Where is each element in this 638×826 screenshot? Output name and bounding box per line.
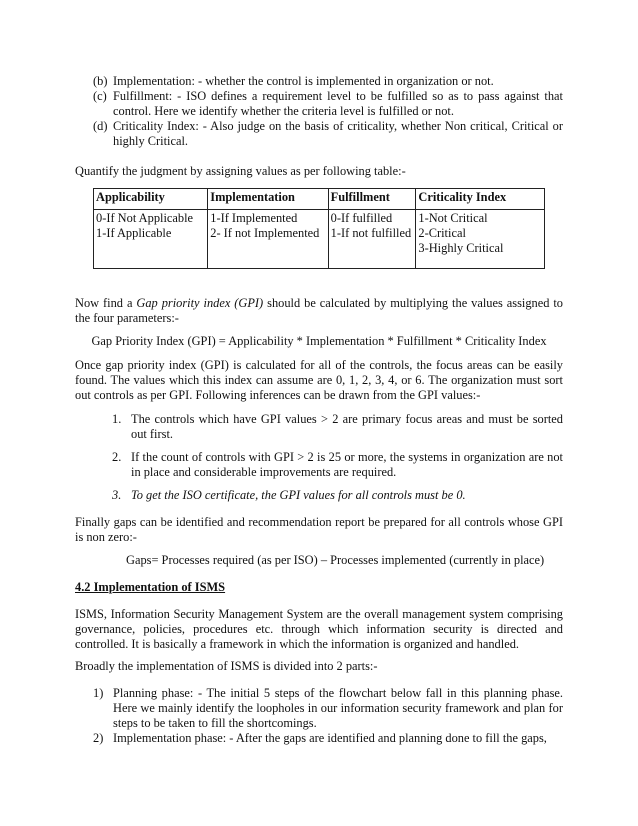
list-label: 2. xyxy=(112,450,122,464)
section-heading: 4.2 Implementation of ISMS xyxy=(75,580,226,594)
table-row xyxy=(94,210,545,269)
cell-line: 1-If not fulfilled xyxy=(330,226,412,240)
criteria-item xyxy=(93,119,563,149)
gaps-intro: Finally gaps can be identified and recommendation report be prepared for all controls whose GPI is non zero:- xyxy=(75,515,563,544)
list-label: 2) xyxy=(93,731,104,745)
list-label: 1. xyxy=(112,412,122,426)
inference-list xyxy=(112,412,563,503)
gpi-formula: Gap Priority Index (GPI) = Applicability * Implementation * Fulfillment * Criticality Index xyxy=(91,334,547,348)
gpi-intro xyxy=(75,296,563,326)
list-text: To get the ISO certificate, the GPI values for all controls must be 0. xyxy=(131,488,466,502)
list-text: Criticality Index: - Also judge on the basis of criticality, whether Non critical, Critical or highly Critical. xyxy=(113,119,563,148)
list-item xyxy=(112,412,563,442)
cell-line: 3-Highly Critical xyxy=(418,241,504,255)
table-cell xyxy=(208,210,328,269)
list-text: Fulfillment: - ISO defines a requirement level to be fulfilled so as to pass against that control. Here we identify whether the criteria level is fulfilled or not. xyxy=(113,89,563,118)
values-table xyxy=(93,188,545,269)
list-item xyxy=(93,731,563,746)
cell-line: 0-If Not Applicable xyxy=(96,211,194,225)
table-cell xyxy=(416,210,545,269)
criteria-item xyxy=(93,89,563,119)
cell-line: 1-If Applicable xyxy=(96,226,172,240)
gpi-paragraph: Once gap priority index (GPI) is calculated for all of the controls, the focus areas can be easily found. The values which this index can assume are 0, 1, 2, 3, 4, or 6. The organization must sort out controls as per GPI. Following inferences can be drawn from the GPI values:- xyxy=(75,358,563,402)
cell-line: 0-If fulfilled xyxy=(330,211,393,225)
list-text: Implementation phase: - After the gaps are identified and planning done to fill the gaps, xyxy=(113,731,547,745)
list-label: (c) xyxy=(93,89,107,103)
table-cell xyxy=(94,210,208,269)
cell-line: 1-Not Critical xyxy=(418,211,488,225)
cell-line: 1-If Implemented xyxy=(210,211,298,225)
gpi-intro-after: should be calculated by multiplying the values assigned to the four parameters:- xyxy=(75,296,564,325)
criteria-item xyxy=(93,74,563,89)
table-header-row xyxy=(94,189,545,210)
gpi-intro-emphasis: Gap priority index (GPI) xyxy=(136,296,264,310)
list-label: 1) xyxy=(93,686,104,700)
list-text: If the count of controls with GPI > 2 is 25 or more, the systems in organization are not in place and considerable improvements are required. xyxy=(131,450,563,479)
list-item xyxy=(93,686,563,731)
quantify-intro: Quantify the judgment by assigning values as per following table:- xyxy=(75,164,406,178)
gaps-formula: Gaps= Processes required (as per ISO) – Processes implemented (currently in place) xyxy=(126,553,545,567)
table-header: Applicability xyxy=(94,189,208,210)
parts-intro: Broadly the implementation of ISMS is divided into 2 parts:- xyxy=(75,659,378,673)
isms-paragraph: ISMS, Information Security Management System are the overall management system comprising governance, policies, procedures etc. through which information security is directed and controlled. It is basically a framework in which the information is organized and handled. xyxy=(75,607,563,651)
cell-line: 2-Critical xyxy=(418,226,466,240)
criteria-list xyxy=(93,74,563,149)
list-text: The controls which have GPI values > 2 are primary focus areas and must be sorted out first. xyxy=(131,412,563,441)
table-header: Fulfillment xyxy=(328,189,416,210)
cell-line: 2- If not Implemented xyxy=(210,226,320,240)
list-label: (b) xyxy=(93,74,108,88)
table-cell xyxy=(328,210,416,269)
table-header: Criticality Index xyxy=(416,189,545,210)
list-text: Implementation: - whether the control is implemented in organization or not. xyxy=(113,74,494,88)
gpi-intro-before: Now find a xyxy=(75,296,137,310)
phase-list xyxy=(93,686,563,746)
list-item xyxy=(112,488,563,503)
list-label: 3. xyxy=(112,488,122,502)
list-label: (d) xyxy=(93,119,108,133)
list-text: Planning phase: - The initial 5 steps of the flowchart below fall in this planning phase. Here we mainly identify the loopholes in our information security framework and plan for steps to be taken to fill the shortcomings. xyxy=(113,686,563,730)
table-header: Implementation xyxy=(208,189,328,210)
list-item xyxy=(112,450,563,480)
